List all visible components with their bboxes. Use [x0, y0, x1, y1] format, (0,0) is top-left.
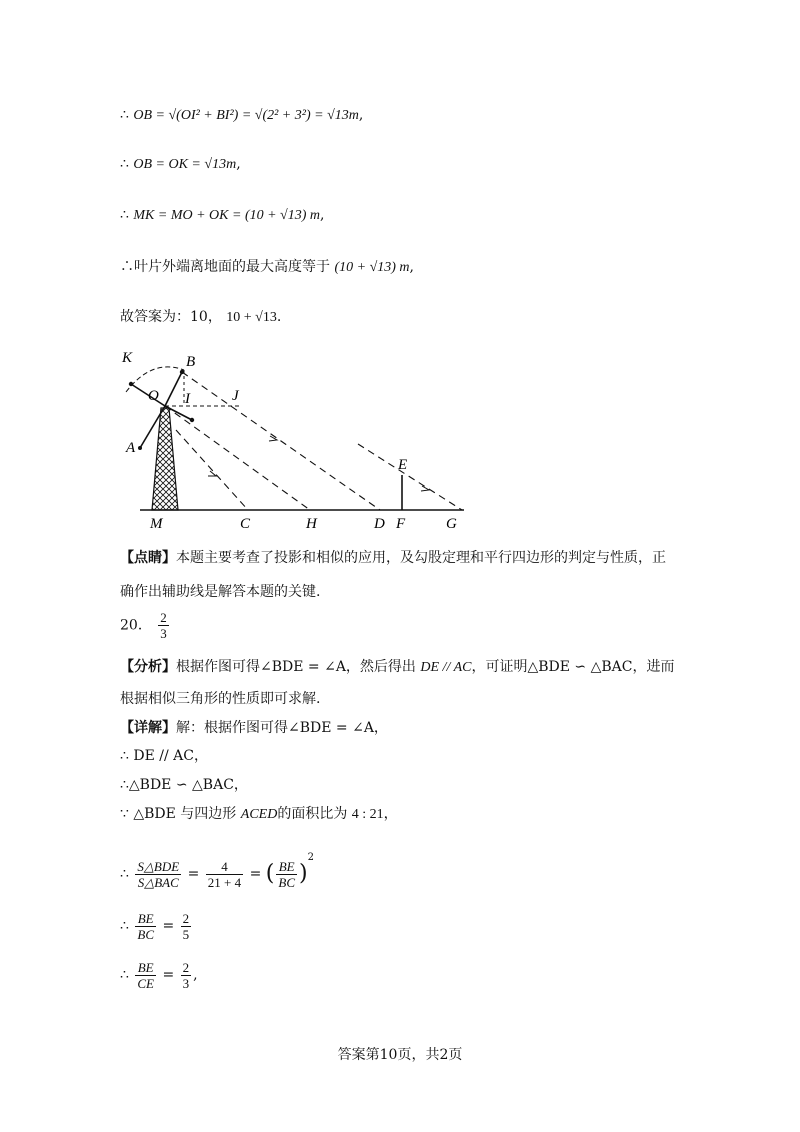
- projection-diagram: [112, 348, 472, 533]
- label-a: A: [126, 440, 136, 456]
- number-ratio: $\frac{4}{21 + 4}$: [207, 858, 242, 890]
- detail-tag: 【详解】: [120, 720, 176, 736]
- ob-formula: OB = √(OI² + BI²) = √(2² + 3²) = √13m: [133, 108, 359, 123]
- be-bc: $\frac{BE}{BC}$: [137, 910, 154, 942]
- label-i: I: [185, 391, 190, 407]
- page-footer: 答案第10页，共2页: [337, 1047, 463, 1063]
- label-o: O: [148, 388, 159, 404]
- label-f: F: [396, 516, 406, 532]
- punct: ,: [236, 156, 241, 172]
- therefore-symbol: ∴: [120, 918, 129, 934]
- therefore-symbol: ∴: [120, 207, 129, 223]
- label-d: D: [374, 516, 385, 532]
- eq: =: [249, 866, 262, 882]
- eq: =: [187, 866, 200, 882]
- ob-ok-formula: OB = OK = √13m: [133, 157, 237, 172]
- detail-text-4a: ∵ △BDE 与四边形: [120, 806, 237, 822]
- ray-eg: [358, 444, 462, 510]
- label-e: E: [398, 457, 408, 473]
- comment-text-2: 确作出辅助线是解答本题的关键.: [120, 584, 321, 600]
- detail-acde: ACED: [240, 807, 278, 822]
- detail-line-6: [120, 906, 193, 946]
- analysis-line-2: [120, 688, 320, 710]
- comment-line-2: [120, 581, 320, 603]
- therefore-symbol: ∴: [120, 156, 129, 172]
- be-ce: $\frac{BE}{CE}$: [137, 959, 154, 991]
- answer-value: 10 + √13: [226, 310, 277, 325]
- analysis-text-a: 根据作图可得∠BDE = ∠A，然后得出: [176, 659, 416, 675]
- punct: ,: [193, 967, 198, 983]
- square-exponent: 2: [307, 852, 314, 863]
- label-k: K: [122, 350, 133, 366]
- detail-line-2: [120, 745, 208, 767]
- value-2-3: $\frac{2}{3}$: [182, 959, 190, 991]
- label-h: H: [306, 516, 317, 532]
- line-ob-sqrt: [120, 104, 363, 127]
- analysis-text-c: ，可证明△BDE ∽ △BAC，进而: [471, 659, 675, 675]
- analysis-math: DE // AC: [420, 660, 472, 675]
- detail-line-7: [120, 955, 198, 995]
- punct: ,: [320, 207, 325, 223]
- q20-answer: $\frac{2}{3}$: [160, 610, 167, 641]
- detail-line-5: ∴ $\frac{\text{S△BDE}}{\text{S△BAC}}$ = $\frac{4}{21 + 4}$ = ( $\frac{BE}{BC}$ )$^2$: [120, 852, 314, 890]
- analysis-line-1: [120, 656, 674, 679]
- therefore-symbol: ∴: [120, 967, 129, 983]
- line-answer: [120, 306, 281, 329]
- comment-tag: 【点睛】: [120, 550, 176, 566]
- answer-text: 故答案为：10，: [120, 309, 222, 325]
- therefore-symbol: ∴: [120, 866, 129, 882]
- analysis-tag: 【分析】: [120, 659, 176, 675]
- max-height-text: ∴叶片外端离地面的最大高度等于: [120, 259, 330, 275]
- value-2-5: $\frac{2}{5}$: [182, 910, 190, 942]
- tower: [152, 408, 178, 510]
- punct: ,: [358, 107, 364, 123]
- detail-text-2: ∴ DE // AC，: [120, 748, 208, 764]
- label-j: J: [232, 388, 239, 404]
- label-g: G: [446, 516, 457, 532]
- detail-text-1: 解：根据作图可得∠BDE = ∠A，: [176, 720, 388, 736]
- comment-line-1: [120, 547, 666, 569]
- punct: ，: [383, 806, 398, 822]
- detail-text-4c: 的面积比为: [277, 806, 348, 822]
- analysis-text-2: 根据相似三角形的性质即可求解.: [120, 691, 321, 707]
- area-ratio: $\frac{\text{S△BDE}}{\text{S△BAC}}$: [137, 858, 180, 890]
- label-m: M: [150, 516, 163, 532]
- eq: =: [162, 918, 175, 934]
- line-ob-ok: [120, 153, 241, 176]
- punct: ,: [409, 259, 414, 275]
- eq: =: [162, 967, 175, 983]
- label-c: C: [240, 516, 251, 532]
- punct: .: [276, 309, 282, 325]
- detail-line-4: [120, 803, 398, 826]
- label-b: B: [186, 354, 196, 370]
- blade-ob: [165, 372, 182, 406]
- therefore-symbol: ∴: [120, 107, 129, 123]
- line-mk: [120, 204, 324, 227]
- q20-number: 20．: [120, 617, 152, 634]
- ray-ac: [176, 430, 248, 510]
- ray-bd: [182, 372, 380, 510]
- be-bc-ratio: $\frac{BE}{BC}$: [278, 858, 295, 890]
- ray-oh: [165, 406, 310, 510]
- comment-text-1: 本题主要考查了投影和相似的应用，及勾股定理和平行四边形的判定与性质，正: [176, 550, 666, 566]
- detail-line-1: [120, 717, 388, 739]
- line-max-height: [120, 256, 414, 279]
- detail-text-3: ∴△BDE ∽ △BAC，: [120, 777, 248, 793]
- mk-formula: MK = MO + OK = (10 + √13) m: [133, 208, 321, 223]
- detail-ratio: 4 : 21: [351, 807, 384, 822]
- q20-line: [120, 610, 171, 641]
- max-height-value: (10 + √13) m: [334, 260, 410, 275]
- detail-line-3: [120, 774, 248, 796]
